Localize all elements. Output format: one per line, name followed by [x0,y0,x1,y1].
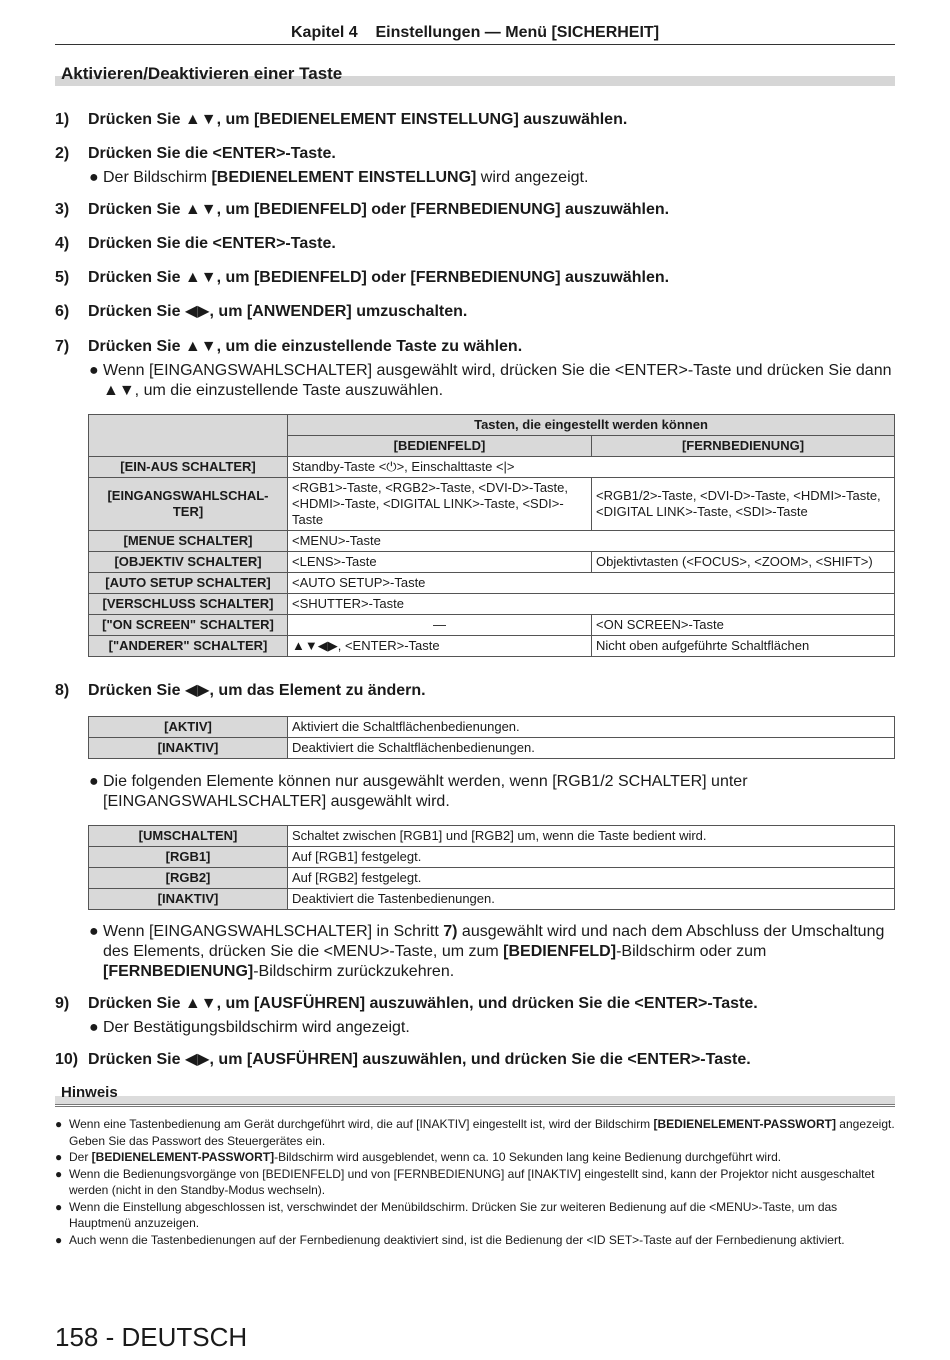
table-row: [INAKTIV] Deaktiviert die Schaltflächenbedienungen. [89,738,895,759]
aktiv-table [88,716,895,759]
note-item: ● Der [BEDIENELEMENT-PASSWORT]-Bildschirm wird ausgeblendet, wenn ca. 10 Sekunden lang keine Bedienung durchgeführt wird. [55,1150,782,1164]
hinweis-title: Hinweis [61,1084,118,1101]
step-4: 4) Drücken Sie die <ENTER>-Taste. [55,235,336,252]
table-row: [UMSCHALTEN] Schaltet zwischen [RGB1] und [RGB2] um, wenn die Taste bedient wird. [89,826,895,847]
table-row: [VERSCHLUSS SCHALTER] <SHUTTER>-Taste [89,594,895,615]
rgb-table [88,825,895,910]
table-row: [AUTO SETUP SCHALTER] <AUTO SETUP>-Taste [89,573,895,594]
step-9: 9) Drücken Sie ▲▼, um [AUSFÜHREN] auszuwählen, und drücken Sie die <ENTER>-Taste. [55,995,758,1012]
step-3: 3) Drücken Sie ▲▼, um [BEDIENFELD] oder [FERNBEDIENUNG] auszuwählen. [55,201,670,218]
hinweis-notes [55,1116,895,1248]
hinweis-heading [55,1086,895,1107]
table-row: [RGB2] Auf [RGB2] festgelegt. [89,868,895,889]
table-row: ["ON SCREEN" SCHALTER] — <ON SCREEN>-Taste [89,615,895,636]
table-row: [RGB1] Auf [RGB1] festgelegt. [89,847,895,868]
keys-table [88,414,895,657]
step-7-bullet: ● Wenn [EINGANGSWAHLSCHALTER] ausgewählt wird, drücken Sie die <ENTER>-Taste und drücken Sie dann ▲▼, um die einzustellende Taste auszuwählen. [89,362,892,399]
table-row: [INAKTIV] Deaktiviert die Tastenbedienungen. [89,889,895,910]
step-5: 5) Drücken Sie ▲▼, um [BEDIENFELD] oder [FERNBEDIENUNG] auszuwählen. [55,269,670,286]
col-header-panel: [BEDIENFELD] [288,436,592,457]
step-7: 7) Drücken Sie ▲▼, um die einzustellende Taste zu wählen. [55,338,523,355]
step-9-bullet: ● Der Bestätigungsbildschirm wird angezeigt. [89,1019,410,1036]
step-10: 10) Drücken Sie ◀▶, um [AUSFÜHREN] auszuwählen, und drücken Sie die <ENTER>-Taste. [55,1051,751,1068]
table-row: [EIN-AUS SCHALTER] Standby-Taste <⏻>, Einschalttaste <|> [89,457,895,478]
table-row: [MENUE SCHALTER] <MENU>-Taste [89,531,895,552]
note-item: ● Wenn eine Tastenbedienung am Gerät durchgeführt wird, die auf [INAKTIV] eingestellt ist, wird der Bildschirm [BEDIENELEMENT-PASSWORT] angezeigt. Geben Sie das Passwort des Steuergerätes ein. [55,1117,895,1148]
note-item: ● Auch wenn die Tastenbedienungen auf der Fernbedienung deaktiviert sind, ist die Bedienung der <ID SET>-Taste auf der Fernbedienung aktiviert. [55,1232,845,1247]
step-8: 8) Drücken Sie ◀▶, um das Element zu ändern. [55,682,426,699]
page-number: 158 - DEUTSCH [55,1322,248,1352]
section-title [55,62,895,86]
section-title-text: Aktivieren/Deaktivieren einer Taste [61,64,343,83]
note-item: ● Wenn die Bedienungsvorgänge von [BEDIENFELD] und von [FERNBEDIENUNG] auf [INAKTIV] eingestellt sind, kann der Projektor nicht ausgeschaltet werden (nicht in den Standby-Modus wechseln). [55,1166,875,1197]
keys-table-header: Tasten, die eingestellt werden können [288,415,895,436]
step-1: 1) Drücken Sie ▲▼, um [BEDIENELEMENT EINSTELLUNG] auszuwählen. [55,111,628,128]
step-6: 6) Drücken Sie ◀▶, um [ANWENDER] umzuschalten. [55,303,468,320]
table-row: [OBJEKTIV SCHALTER] <LENS>-Taste Objektivtasten (<FOCUS>, <ZOOM>, <SHIFT>) [89,552,895,573]
rgb-note-bullet: ● Die folgenden Elemente können nur ausgewählt werden, wenn [RGB1/2 SCHALTER] unter [EINGANGSWAHLSCHALTER] ausgewählt wird. [89,773,748,810]
table-row: [AKTIV] Aktiviert die Schaltflächenbedienungen. [89,717,895,738]
chapter-header: Kapitel 4 Einstellungen — Menü [SICHERHEIT] [55,24,895,45]
col-header-remote: [FERNBEDIENUNG] [592,436,895,457]
table-row: ["ANDERER" SCHALTER] ▲▼◀▶, <ENTER>-Taste Nicht oben aufgeführte Schaltflächen [89,636,895,657]
keys-table-corner [89,415,288,457]
table-row: [EINGANGSWAHLSCHAL-TER] <RGB1>-Taste, <RGB2>-Taste, <DVI-D>-Taste, <HDMI>-Taste, <DIGITAL LINK>-Taste, <SDI>-Taste <RGB1/2>-Taste, <DVI-D>-Taste, <HDMI>-Taste, <DIGITAL LINK>-Taste, <SDI>-Taste [89,478,895,531]
note-item: ● Wenn die Einstellung abgeschlossen ist, verschwindet der Menübildschirm. Drücken Sie zur weiteren Bedienung auf die <MENU>-Taste, um das Hauptmenü anzuzeigen. [55,1199,838,1230]
step-2: 2) Drücken Sie die <ENTER>-Taste. [55,145,336,162]
return-note-bullet: ● Wenn [EINGANGSWAHLSCHALTER] in Schritt 7) ausgewählt wird und nach dem Abschluss der Umschaltung des Elements, drücken Sie die <MENU>-Taste, um zum [BEDIENFELD]-Bildschirm oder zum [FERNBEDIENUNG]-Bildschirm zurückzukehren. [89,923,885,980]
step-2-bullet: ● Der Bildschirm [BEDIENELEMENT EINSTELLUNG] wird angezeigt. [89,169,589,186]
